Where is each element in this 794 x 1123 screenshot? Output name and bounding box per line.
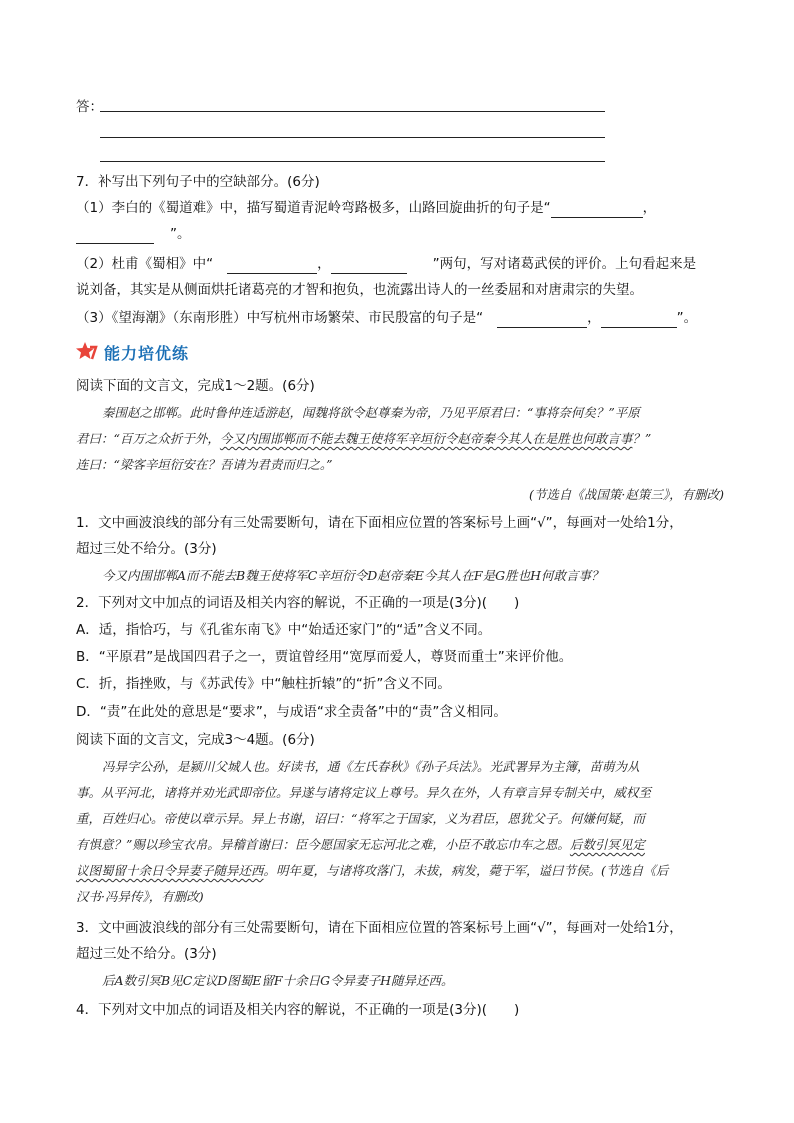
reading2-passage-line4 xyxy=(76,834,736,856)
q7-part3-comma: ， xyxy=(587,310,601,326)
star-number-icon xyxy=(76,341,98,363)
reading1-passage-line1: 秦围赵之邯郸。此时鲁仲连适游赵，闻魏将欲令赵尊秦为帝，乃见平原君曰：“事将奈何矣？”平原 xyxy=(102,405,640,420)
reading1-source: (节选自《战国策·赵策三》，有删改) xyxy=(529,487,724,502)
q7-part1-line2 xyxy=(76,224,736,244)
q7-part2-line1 xyxy=(76,254,736,274)
reading1-passage-line3: 连曰：“梁客辛垣衍安在？吾请为君责而归之。” xyxy=(76,457,333,472)
section-heading xyxy=(76,340,189,364)
q7-blank-2[interactable] xyxy=(76,227,154,244)
section-title: 能力培优练 xyxy=(104,343,190,363)
q7-blank-5[interactable] xyxy=(497,311,587,328)
q7-part1-text: （1）李白的《蜀道难》中，描写蜀道青泥岭弯路极多，山路回旋曲折的句子是“ xyxy=(76,200,551,216)
reading1-passage-line2 xyxy=(76,428,736,450)
reading2-wavy-underline-1: 后数引冥见定 xyxy=(569,837,645,852)
q1-line2: 超过三处不给分。(3分) xyxy=(76,541,217,557)
q7-part1-end: ”。 xyxy=(170,226,191,242)
q7-part1-comma: ， xyxy=(642,200,657,216)
reading2-intro: 阅读下面的文言文，完成3～4题。(6分) xyxy=(76,732,315,748)
reading2-passage-line5 xyxy=(76,860,736,882)
q1-line1: 1．文中画波浪线的部分有三处需要断句，请在下面相应位置的答案标号上画“√”，每画对一处给1分， xyxy=(76,515,683,531)
q7-part2-comma: ， xyxy=(317,256,331,272)
q2-option-a[interactable]: A．适，指恰巧，与《孔雀东南飞》中“始适还家门”的“适”含义不同。 xyxy=(76,622,492,638)
q7-part3-line xyxy=(76,308,736,328)
q3-sentence: 后A数引冥B见C定议D图蜀E留F十余日G令异妻子H随异还西。 xyxy=(102,973,454,988)
q7-blank-1[interactable] xyxy=(551,201,643,218)
q2-option-d[interactable]: D．“责”在此处的意思是“要求”，与成语“求全责备”中的“责”含义相同。 xyxy=(76,704,507,720)
q7-part3-text: （3）《望海潮》（东南形胜）中写杭州市场繁荣、市民殷富的句子是“ xyxy=(76,310,484,326)
q7-part2-text: （2）杜甫《蜀相》中“ xyxy=(76,256,214,272)
q2-stem: 2．下列对文中加点的词语及相关内容的解说，不正确的一项是(3分)( ) xyxy=(76,595,520,611)
reading2-passage-line1: 冯异字公孙，是颍川父城人也。好读书，通《左氏春秋》《孙子兵法》。光武署异为主簿，苗萌为从 xyxy=(102,759,640,774)
q7-part1-line1 xyxy=(76,198,736,218)
answer-line-3[interactable] xyxy=(100,161,605,162)
q1-sentence: 今又内围邯郸A而不能去B魏王使将军C辛垣衍令D赵帝秦E今其人在F是G胜也H何敢言事？ xyxy=(102,568,604,583)
reading2-passage-line2: 事。从平河北，诸将并劝光武即帝位。异遂与诸将定议上尊号。异久在外，人有章言异专制关中，威权至 xyxy=(76,785,652,800)
reading2-text-a: 有惧意？”赐以珍宝衣帛。异稽首谢曰：臣今愿国家无忘河北之难，小臣不敢忘巾车之恩。 xyxy=(76,837,570,852)
answer-line-2[interactable] xyxy=(100,137,605,138)
reading2-wavy-underline-2: 议图蜀留十余日令异妻子随异还西 xyxy=(76,863,264,878)
q7-part3-end: ”。 xyxy=(676,310,698,326)
answer-line-1[interactable] xyxy=(100,111,605,112)
reading1-text-b: ？” xyxy=(632,431,652,446)
answer-label: 答： xyxy=(76,99,103,115)
q2-option-c[interactable]: C．折，指挫败，与《苏武传》中“触柱折辕”的“折”含义不同。 xyxy=(76,676,451,692)
reading1-text-a: 君曰：“百万之众折于外， xyxy=(76,431,220,446)
q7-blank-6[interactable] xyxy=(601,311,677,328)
q3-line2: 超过三处不给分。(3分) xyxy=(76,946,217,962)
q3-line1: 3．文中画波浪线的部分有三处需要断句，请在下面相应位置的答案标号上画“√”，每画对一处给1分， xyxy=(76,920,683,936)
q7-part2-tail: ”两句，写对诸葛武侯的评价。上句看起来是 xyxy=(432,256,697,272)
q7-part2-line2: 说刘备，其实是从侧面烘托诸葛亮的才智和抱负，也流露出诗人的一丝委屈和对唐肃宗的失望。 xyxy=(76,282,643,298)
q7-blank-3[interactable] xyxy=(227,257,317,274)
reading2-text-b: 。明年夏，与诸将攻落门，未拔，病发，薨于军，谥曰节侯。(节选自《后 xyxy=(263,863,669,878)
q2-option-b[interactable]: B．“平原君”是战国四君子之一，贾谊曾经用“宽厚而爱人，尊贤而重士”来评价他。 xyxy=(76,649,573,665)
reading1-intro: 阅读下面的文言文，完成1～2题。(6分) xyxy=(76,378,315,394)
reading1-wavy-underline: 今又内围邯郸而不能去魏王使将军辛垣衍令赵帝秦今其人在是胜也何敢言事 xyxy=(219,431,633,446)
q7-heading: 7．补写出下列句子中的空缺部分。(6分) xyxy=(76,174,320,190)
q7-blank-4[interactable] xyxy=(331,257,407,274)
q4-stem: 4．下列对文中加点的词语及相关内容的解说，不正确的一项是(3分)( ) xyxy=(76,1002,520,1018)
reading2-passage-line6: 汉书·冯异传》，有删改) xyxy=(76,889,204,904)
reading2-passage-line3: 重，百姓归心。帝使以章示异。异上书谢，诏曰：“将军之于国家，义为君臣，恩犹父子。何嫌何疑，而 xyxy=(76,811,645,826)
